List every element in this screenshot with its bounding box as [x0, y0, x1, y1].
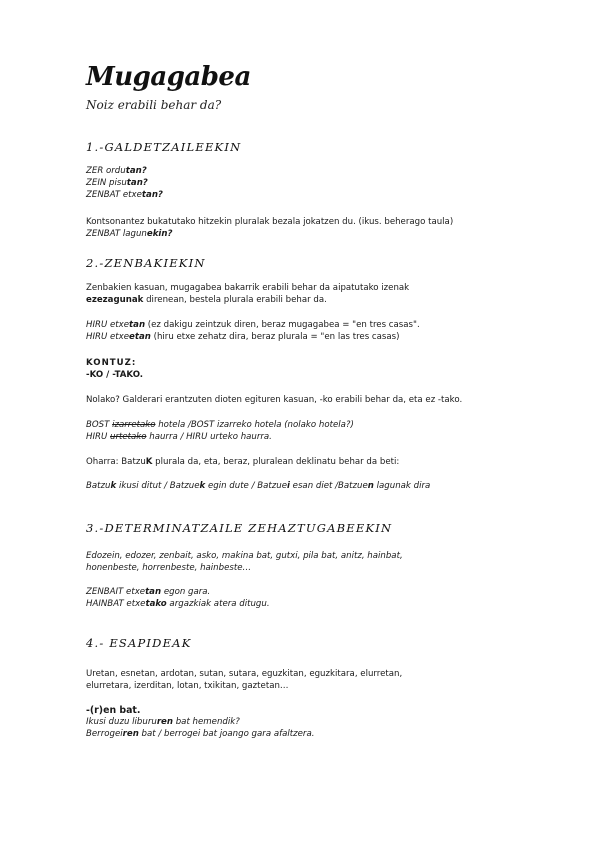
- example-line: ZENBAT lagunekin?: [86, 229, 173, 239]
- example-line: Batzuk ikusi ditut / Batzuek egin dute / Batzuei esan diet /Batzuen lagunak dira: [86, 481, 431, 491]
- list-line: honenbeste, horrenbeste, hainbeste…: [86, 563, 252, 573]
- paragraph: Nolako? Galderari erantzuten dioten egituren kasuan, -ko erabili behar da, eta ez -tako.: [86, 395, 463, 405]
- section-heading-1: 1.-GALDETZAILEEKIN: [86, 140, 242, 154]
- example-line: HIRU etxeetan (hiru etxe zehatz dira, beraz plurala = "en las tres casas): [86, 332, 400, 342]
- example-line: ZENBAIT etxetan egon gara.: [86, 587, 211, 597]
- page-title: Mugagabea: [86, 62, 251, 92]
- warning-label: KONTUZ:: [86, 358, 137, 368]
- warning-subtitle: -KO / -TAKO.: [86, 370, 144, 380]
- page-subtitle: Noiz erabili behar da?: [86, 98, 222, 112]
- example-line: ZEIN pisutan?: [86, 178, 148, 188]
- example-line: HIRU urtetako haurra / HIRU urteko haurra.: [86, 432, 272, 442]
- example-line: HIRU etxetan (ez dakigu zeintzuk diren, beraz mugagabea = "en tres casas".: [86, 320, 420, 330]
- paragraph: Kontsonantez bukatutako hitzekin pluralak bezala jokatzen du. (ikus. beherago taula): [86, 217, 454, 227]
- section-heading-4: 4.- ESAPIDEAK: [86, 636, 192, 650]
- section-heading-2: 2.-ZENBAKIEKIN: [86, 256, 206, 270]
- example-line: BOST izarretako hotela /BOST izarreko hotela (nolako hotela?): [86, 420, 354, 430]
- example-line: ZER ordutan?: [86, 166, 147, 176]
- expression-title: -(r)en bat.: [86, 705, 141, 716]
- paragraph: Oharra: BatzuK plurala da, eta, beraz, pluralean deklinatu behar da beti:: [86, 457, 400, 467]
- section-heading-3: 3.-DETERMINATZAILE ZEHAZTUGABEEKIN: [86, 521, 393, 535]
- list-line: Uretan, esnetan, ardotan, sutan, sutara, eguzkitan, eguzkitara, elurretan,: [86, 669, 403, 679]
- example-line: ZENBAT etxetan?: [86, 190, 163, 200]
- list-line: Edozein, edozer, zenbait, asko, makina bat, gutxi, pila bat, anitz, hainbat,: [86, 551, 403, 561]
- paragraph: ezezagunak direnean, bestela plurala erabili behar da.: [86, 295, 327, 305]
- paragraph: Zenbakien kasuan, mugagabea bakarrik erabili behar da aipatutako izenak: [86, 283, 410, 293]
- example-line: HAINBAT etxetako argazkiak atera ditugu.: [86, 599, 270, 609]
- example-line: Berrogeiren bat / berrogei bat joango gara afaltzera.: [86, 729, 315, 739]
- list-line: elurretara, izerditan, lotan, txikitan, gaztetan…: [86, 681, 289, 691]
- example-line: Ikusi duzu libururen bat hemendik?: [86, 717, 240, 727]
